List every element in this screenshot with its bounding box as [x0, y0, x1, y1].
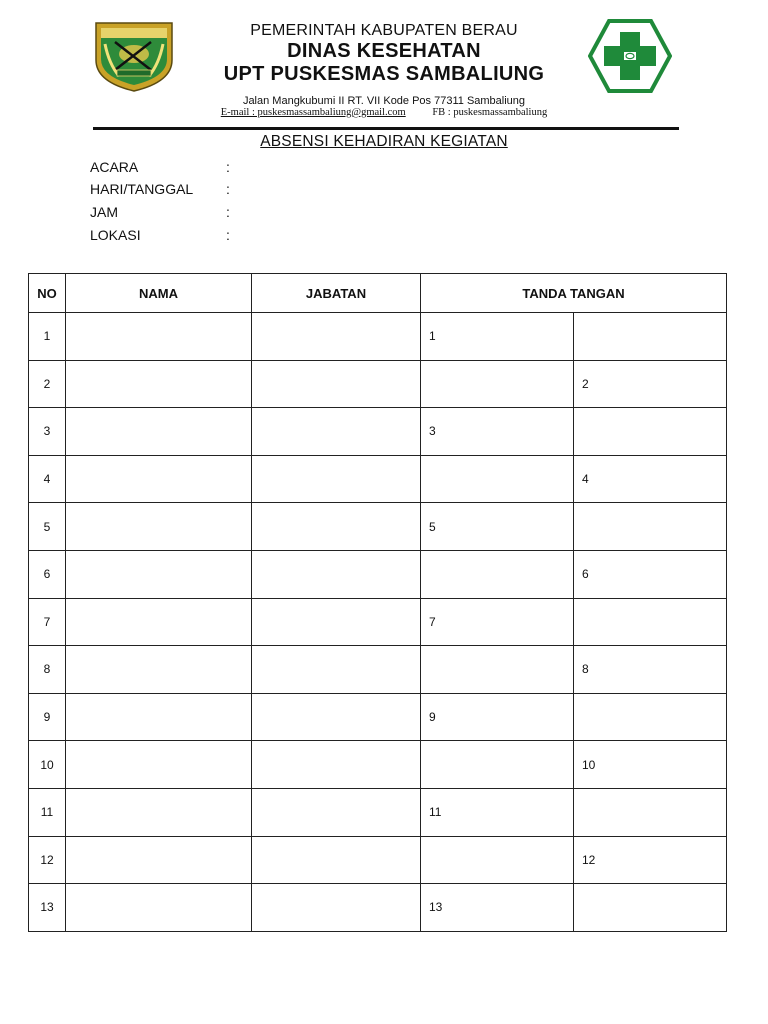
cell-nama[interactable]	[66, 598, 252, 646]
header-divider	[93, 127, 679, 130]
cell-no: 5	[29, 503, 66, 551]
cell-no: 13	[29, 884, 66, 932]
table-row	[29, 836, 727, 884]
cell-no: 2	[29, 360, 66, 408]
cell-nama[interactable]	[66, 693, 252, 741]
field-label-jam: JAM	[90, 204, 118, 220]
cell-jabatan[interactable]	[252, 313, 421, 361]
cell-signature-right[interactable]: 6	[574, 550, 727, 598]
field-colon: :	[226, 204, 230, 220]
cell-signature-left[interactable]: 3	[421, 408, 574, 456]
table-row	[29, 884, 727, 932]
cell-signature-right[interactable]	[574, 503, 727, 551]
header-institution-line: UPT PUSKESMAS SAMBALIUNG	[223, 63, 545, 85]
header-email: E-mail : puskesmassambaliung@gmail.com	[220, 107, 406, 118]
cell-jabatan[interactable]	[252, 550, 421, 598]
cell-signature-right[interactable]	[574, 884, 727, 932]
cell-nama[interactable]	[66, 503, 252, 551]
cell-signature-right[interactable]	[574, 788, 727, 836]
table-row	[29, 598, 727, 646]
puskesmas-cross-logo-icon	[588, 18, 672, 94]
cell-signature-left[interactable]	[421, 455, 574, 503]
table-header-row	[29, 274, 727, 313]
table-row	[29, 550, 727, 598]
header-contact	[150, 107, 618, 118]
cell-signature-left[interactable]: 9	[421, 693, 574, 741]
cell-no: 7	[29, 598, 66, 646]
cell-no: 9	[29, 693, 66, 741]
cell-signature-right[interactable]: 12	[574, 836, 727, 884]
attendance-table	[28, 273, 727, 932]
field-colon: :	[226, 159, 230, 175]
cell-signature-left[interactable]	[421, 550, 574, 598]
cell-no: 3	[29, 408, 66, 456]
header-government-line: PEMERINTAH KABUPATEN BERAU	[250, 22, 518, 39]
cell-signature-right[interactable]	[574, 313, 727, 361]
cell-signature-left[interactable]: 7	[421, 598, 574, 646]
cell-signature-left[interactable]: 13	[421, 884, 574, 932]
header-nama: NAMA	[66, 274, 252, 313]
cell-jabatan[interactable]	[252, 646, 421, 694]
cell-signature-right[interactable]: 4	[574, 455, 727, 503]
cell-jabatan[interactable]	[252, 741, 421, 789]
cell-nama[interactable]	[66, 741, 252, 789]
cell-nama[interactable]	[66, 550, 252, 598]
cell-nama[interactable]	[66, 408, 252, 456]
cell-jabatan[interactable]	[252, 360, 421, 408]
cell-signature-right[interactable]: 10	[574, 741, 727, 789]
cell-signature-left[interactable]: 1	[421, 313, 574, 361]
berau-regency-emblem-icon	[93, 20, 175, 92]
document-title: ABSENSI KEHADIRAN KEGIATAN	[260, 133, 508, 150]
header-tanda-tangan: TANDA TANGAN	[421, 274, 727, 313]
table-row	[29, 455, 727, 503]
cell-signature-left[interactable]: 5	[421, 503, 574, 551]
cell-no: 1	[29, 313, 66, 361]
table-row	[29, 693, 727, 741]
cell-no: 11	[29, 788, 66, 836]
cell-nama[interactable]	[66, 646, 252, 694]
header-facebook: FB : puskesmassambaliung	[432, 107, 548, 118]
cell-nama[interactable]	[66, 836, 252, 884]
cell-nama[interactable]	[66, 455, 252, 503]
cell-signature-left[interactable]	[421, 360, 574, 408]
cell-signature-right[interactable]	[574, 408, 727, 456]
cell-signature-left[interactable]	[421, 646, 574, 694]
cell-nama[interactable]	[66, 313, 252, 361]
cell-no: 8	[29, 646, 66, 694]
table-row	[29, 408, 727, 456]
cell-jabatan[interactable]	[252, 884, 421, 932]
cell-jabatan[interactable]	[252, 503, 421, 551]
table-row	[29, 313, 727, 361]
cell-no: 4	[29, 455, 66, 503]
cell-nama[interactable]	[66, 788, 252, 836]
cell-signature-right[interactable]: 2	[574, 360, 727, 408]
table-row	[29, 360, 727, 408]
cell-signature-left[interactable]	[421, 836, 574, 884]
cell-jabatan[interactable]	[252, 693, 421, 741]
cell-signature-right[interactable]: 8	[574, 646, 727, 694]
field-label-acara: ACARA	[90, 159, 139, 175]
cell-no: 12	[29, 836, 66, 884]
field-label-lokasi: LOKASI	[90, 227, 141, 243]
header-department-line: DINAS KESEHATAN	[287, 40, 481, 62]
cell-jabatan[interactable]	[252, 788, 421, 836]
header-no: NO	[29, 274, 66, 313]
cell-no: 10	[29, 741, 66, 789]
header-address: Jalan Mangkubumi II RT. VII Kode Pos 77311 Sambaliung	[242, 95, 526, 107]
cell-jabatan[interactable]	[252, 408, 421, 456]
cell-signature-left[interactable]	[421, 741, 574, 789]
table-row	[29, 646, 727, 694]
cell-signature-right[interactable]	[574, 693, 727, 741]
field-colon: :	[226, 181, 230, 197]
table-row	[29, 503, 727, 551]
cell-nama[interactable]	[66, 884, 252, 932]
cell-signature-left[interactable]: 11	[421, 788, 574, 836]
cell-jabatan[interactable]	[252, 598, 421, 646]
cell-signature-right[interactable]	[574, 598, 727, 646]
field-label-hari-tanggal: HARI/TANGGAL	[90, 181, 194, 197]
table-row	[29, 788, 727, 836]
cell-jabatan[interactable]	[252, 836, 421, 884]
cell-jabatan[interactable]	[252, 455, 421, 503]
cell-nama[interactable]	[66, 360, 252, 408]
cell-no: 6	[29, 550, 66, 598]
header-jabatan: JABATAN	[252, 274, 421, 313]
field-colon: :	[226, 227, 230, 243]
table-row	[29, 741, 727, 789]
